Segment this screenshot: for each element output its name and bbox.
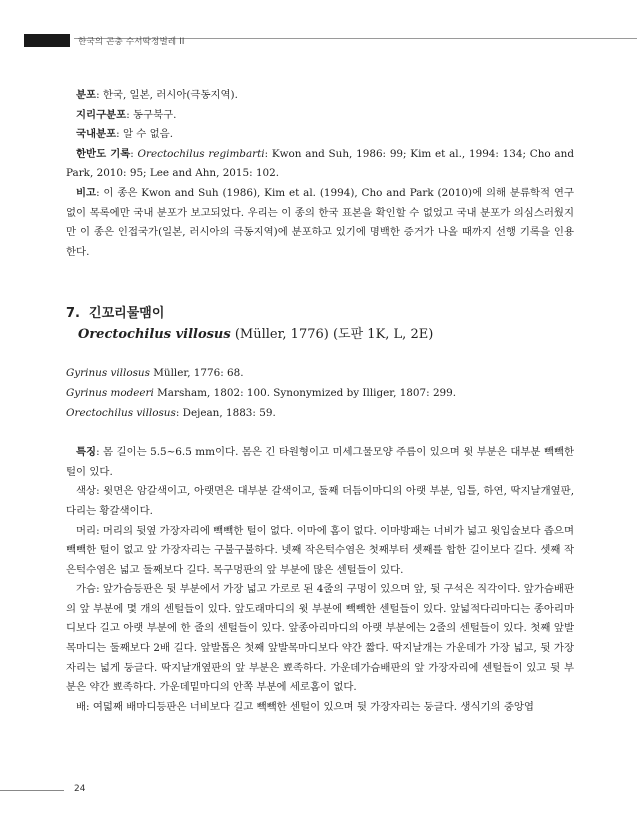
records-paragraph [66, 145, 574, 184]
abdomen-paragraph: 배: 여덟째 배마디등판은 너비보다 길고 빽빽한 센털이 있으며 뒷 가장자리는 둥글다. 생식기의 중앙엽 [76, 700, 534, 713]
features-text: : 몸 길이는 5.5~6.5 mm이다. 몸은 긴 타원형이고 미세그물모양 주름이 있으며 윗 부분은 대부분 빽빽한 털이 있다. [66, 446, 574, 478]
distribution-label: 분포 [76, 89, 97, 101]
species-number: 7. [66, 306, 80, 322]
synonym-name: Gyrinus villosus [66, 367, 150, 380]
color-paragraph: 색상: 윗면은 암갈색이고, 아랫면은 대부분 갈색이고, 둘째 더듬이마디의 아랫 부분, 입틀, 하연, 딱지날개옆판, 다리는 황갈색이다. [66, 485, 574, 517]
page-number: 24 [74, 784, 86, 794]
synonym-line [66, 384, 574, 404]
records-species: Orectochilus regimbarti [137, 147, 265, 160]
species-scientific-name: Orectochilus villosus [78, 327, 231, 343]
synonym-line [66, 364, 574, 384]
species-author: (Müller, 1776) [234, 327, 329, 343]
head-paragraph: 머리: 머리의 뒷옆 가장자리에 빽빽한 털이 없다. 이마에 홈이 없다. 이마방패는 너비가 넓고 윗입술보다 좁으며 빽빽한 털이 없고 앞 가장자리는 구불구불하다. 넷째 작은턱수염은 첫째부터 셋째를 합한 길이보다 길다. 셋째 작은턱수염은 넓고 둘째보다 길다. 목구멍판의 앞 부분에 많은 센털들이 있다. [66, 524, 574, 576]
synonym-name: Orectochilus villosus [66, 406, 176, 419]
remarks-label: 비고 [76, 186, 97, 199]
zoogeo-line [66, 106, 574, 126]
records-text: : Kwon and Suh, 1986: 99; Kim et al., 1994: 134; Cho and Park, 2010: 95; Lee and Ahn, 2015: 102. [66, 147, 574, 180]
features-paragraph [66, 443, 574, 482]
species-korean-name: 긴꼬리물맴이 [89, 306, 165, 322]
running-title: 한국의 곤충 수서딱정벌레 II [78, 37, 185, 47]
synonym-name: Gyrinus modeeri [66, 386, 154, 399]
synonym-citation: Müller, 1776: 68. [149, 367, 244, 380]
thorax-paragraph: 가슴: 앞가슴등판은 뒷 부분에서 가장 넓고 가로로 된 4줄의 구멍이 있으며 앞, 뒷 구석은 직각이다. 앞가슴배판의 앞 부분에 몇 개의 센털들이 있다. 앞도래마디의 윗 부분에 빽빽한 센털들이 있다. 앞넓적다리마디는 종아리마디보다 길고 아랫 부분에 한 줄의 센털들이 있다. 앞종아리마디의 아랫 부분에는 2줄의 센털들이 있다. 첫째 앞발목마디는 둘째보다 2배 길다. 앞발톱은 첫째 앞발목마디보다 약간 짧다. 딱지날개는 가운데가 가장 넓고, 뒷 가장자리는 넓게 둥글다. 딱지날개옆판의 앞 부분은 뾰족하다. 가운데가슴배판의 앞 가장자리에 센털들이 있고 뒷 부분은 약간 뾰족하다. 가운데밑마디의 안쪽 부분에 세로홈이 없다. [66, 583, 574, 694]
footer-rule [0, 790, 64, 791]
domestic-text: : 알 수 없음. [116, 128, 174, 141]
distribution-line [66, 86, 574, 106]
records-sep: : [130, 147, 138, 160]
records-label: 한반도 기록 [76, 147, 131, 160]
species-heading [66, 304, 574, 324]
remarks-paragraph [66, 184, 574, 262]
features-label: 특징 [76, 446, 97, 459]
distribution-text: : 한국, 일본, 러시아(극동지역). [96, 89, 238, 101]
synonym-citation: : Dejean, 1883: 59. [175, 406, 276, 419]
species-scientific-line [78, 324, 574, 346]
zoogeo-text: : 동구북구. [126, 108, 177, 121]
header-bar [24, 34, 70, 47]
remarks-text: : 이 종은 Kwon and Suh (1986), Kim et al. (1994), Cho and Park (2010)에 의해 분류학적 연구 없이 목록에만 국내 분포가 보고되었다. 우리는 이 종의 한국 표본을 확인할 수 없었고 국내 분포가 의심스러웠지만 이 종은 인접국가(일본, 러시아의 극동지역)에 분포하고 있기에 명백한 증거가 나올 때까지 선행 기록을 인용한다. [66, 186, 574, 258]
species-plate: (도판 1K, L, 2E) [332, 327, 434, 343]
domestic-line [66, 125, 574, 145]
synonym-line [66, 404, 574, 424]
page-body [66, 86, 574, 717]
zoogeo-label: 지리구분포 [76, 108, 127, 121]
synonym-citation: Marsham, 1802: 100. Synonymized by Illiger, 1807: 299. [153, 386, 457, 399]
domestic-label: 국내분포 [76, 128, 117, 141]
